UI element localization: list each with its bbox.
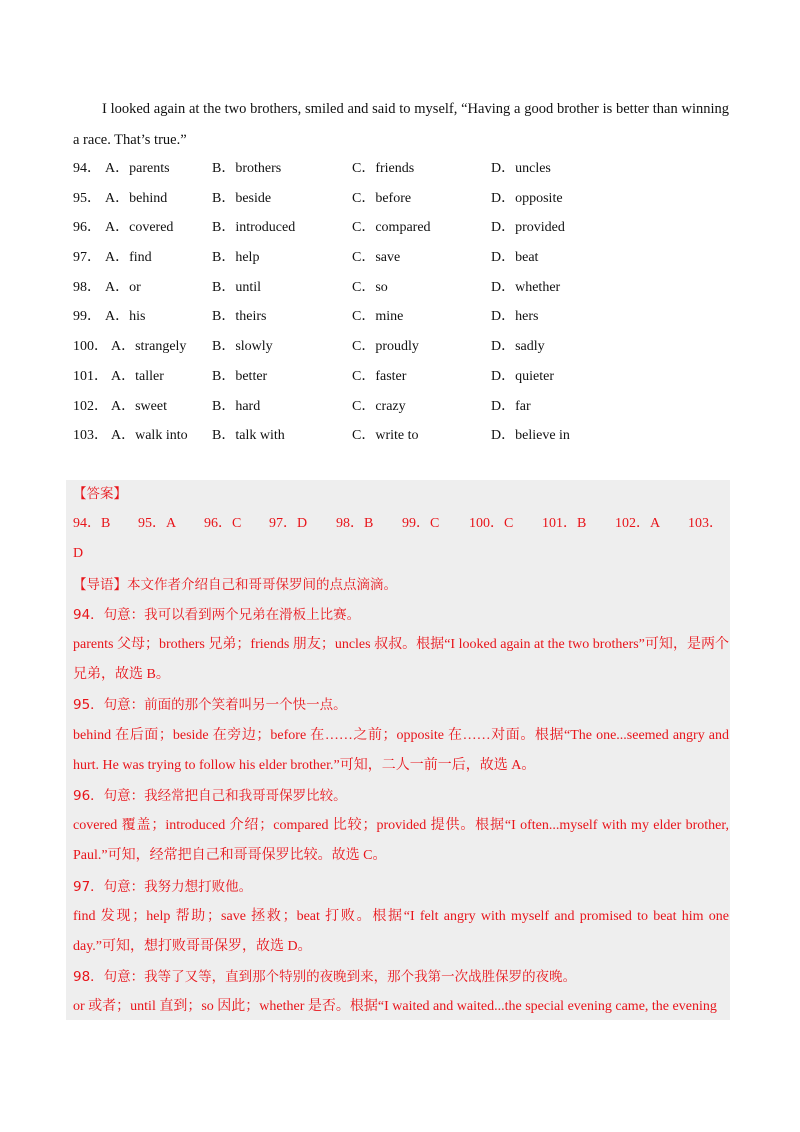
option-b: B．hard [212,398,261,414]
answer-key: 103． [688,516,723,532]
question-number: 96． [73,220,101,236]
option-b: B．theirs [212,309,267,325]
question-row [73,184,729,214]
option-c: C．proudly [352,339,419,355]
explanation-meaning: 94．句意：我可以看到两个兄弟在滑板上比赛。 [73,606,361,623]
question-number: 102． [73,398,108,414]
explanation-meaning: 97．句意：我努力想打败他。 [73,878,253,895]
question-list [73,154,729,451]
answer-key: 96．C [204,516,242,532]
option-c: C．mine [352,309,404,325]
explanation-analysis: find 发现；help 帮助；save 拯救；beat 打败。根据“I felt angry with myself and promised to beat him one day.”可知，想打败哥哥保罗，故选 D。 [73,908,729,954]
question-number: 94． [73,161,101,176]
passage-paragraph [73,94,729,156]
option-d: D．sadly [491,339,545,355]
passage-text: I looked again at the two brothers, smiled and said to myself, “Having a good brother is better than winning a race. That’s true.” [73,101,729,148]
option-c: C．before [352,190,412,206]
explanation-analysis: behind 在后面；beside 在旁边；before 在……之前；opposite 在……对面。根据“The one...seemed angry and hurt. He was trying to follow his elder brother.”可知，二人一前一后，故选 A。 [73,727,729,773]
option-b: B．help [212,250,260,266]
option-a: A．or [105,279,141,295]
answer-key: 101．B [542,516,587,532]
option-c: C．faster [352,368,407,384]
option-d: D．whether [491,279,561,295]
option-c: C．write to [352,428,419,444]
question-row [73,273,729,303]
question-number: 101． [73,368,108,384]
option-a: A．parents [105,161,170,176]
option-a: A．behind [105,190,168,206]
answer-key: 102．A [615,516,661,532]
question-number: 97． [73,250,101,266]
option-b: B．talk with [212,428,285,444]
question-row [73,421,729,451]
option-c: C．save [352,250,401,266]
option-d: D．quieter [491,368,554,384]
option-d: D．beat [491,250,539,266]
question-number: 103． [73,428,108,444]
answer-key: 98．B [336,516,374,532]
option-d: D．provided [491,220,565,236]
explanation-meaning: 95．句意：前面的那个笑着叫另一个快一点。 [73,697,347,714]
option-d: D．hers [491,309,539,325]
option-d: D．far [491,398,531,414]
explanation-analysis: or 或者；until 直到；so 因此；whether 是否。根据“I waited and waited...the special evening came, the evening [73,999,717,1015]
answer-key-last: D [73,546,84,562]
question-row [73,332,729,362]
guide-intro: 【导语】本文作者介绍自己和哥哥保罗间的点点滴滴。 [73,576,397,593]
option-a: A．sweet [111,398,167,414]
answer-key: 95．A [138,516,177,532]
option-b: B．until [212,279,262,295]
question-number: 95． [73,190,101,206]
option-b: B．introduced [212,220,296,236]
answer-key: 100．C [469,516,514,532]
answer-heading: 【答案】 [73,486,127,502]
option-b: B．beside [212,190,272,206]
option-c: C．compared [352,220,431,236]
answer-section [73,479,729,1023]
question-number: 100． [73,339,108,355]
question-number: 99． [73,309,101,325]
explanation-meaning: 96．句意：我经常把自己和我哥哥保罗比较。 [73,787,347,804]
option-b: B．better [212,368,268,384]
question-row [73,243,729,273]
answer-key-row [73,509,729,539]
option-a: A．strangely [111,339,187,355]
explanation-meaning: 98．句意：我等了又等，直到那个特别的夜晚到来，那个我第一次战胜保罗的夜晚。 [73,969,577,986]
option-d: D．believe in [491,428,570,444]
option-a: A．covered [105,220,174,236]
option-a: A．find [105,250,152,266]
option-d: D．uncles [491,161,551,176]
question-row [73,213,729,243]
answer-key: 97．D [269,516,308,532]
option-c: C．so [352,279,388,295]
option-b: B．slowly [212,339,273,355]
answer-key: 99．C [402,516,440,532]
question-row [73,154,729,184]
option-a: A．taller [111,368,164,384]
option-a: A．his [105,309,146,325]
answer-key: 94．B [73,516,111,532]
question-row [73,392,729,422]
question-number: 98． [73,279,101,295]
option-d: D．opposite [491,190,563,206]
question-row [73,362,729,392]
explanation-analysis: parents 父母；brothers 兄弟；friends 朋友；uncles 叔叔。根据“I looked again at the two brothers”可知，是两个兄弟，故选 B。 [73,636,729,683]
question-row [73,302,729,332]
option-b: B．brothers [212,161,282,176]
explanation-analysis: covered 覆盖；introduced 介绍；compared 比较；provided 提供。根据“I often...myself with my elder brother, Paul.”可知，经常把自己和哥哥保罗比较。故选 C。 [73,818,729,864]
option-a: A．walk into [111,428,188,444]
option-c: C．friends [352,161,415,176]
option-c: C．crazy [352,398,406,414]
